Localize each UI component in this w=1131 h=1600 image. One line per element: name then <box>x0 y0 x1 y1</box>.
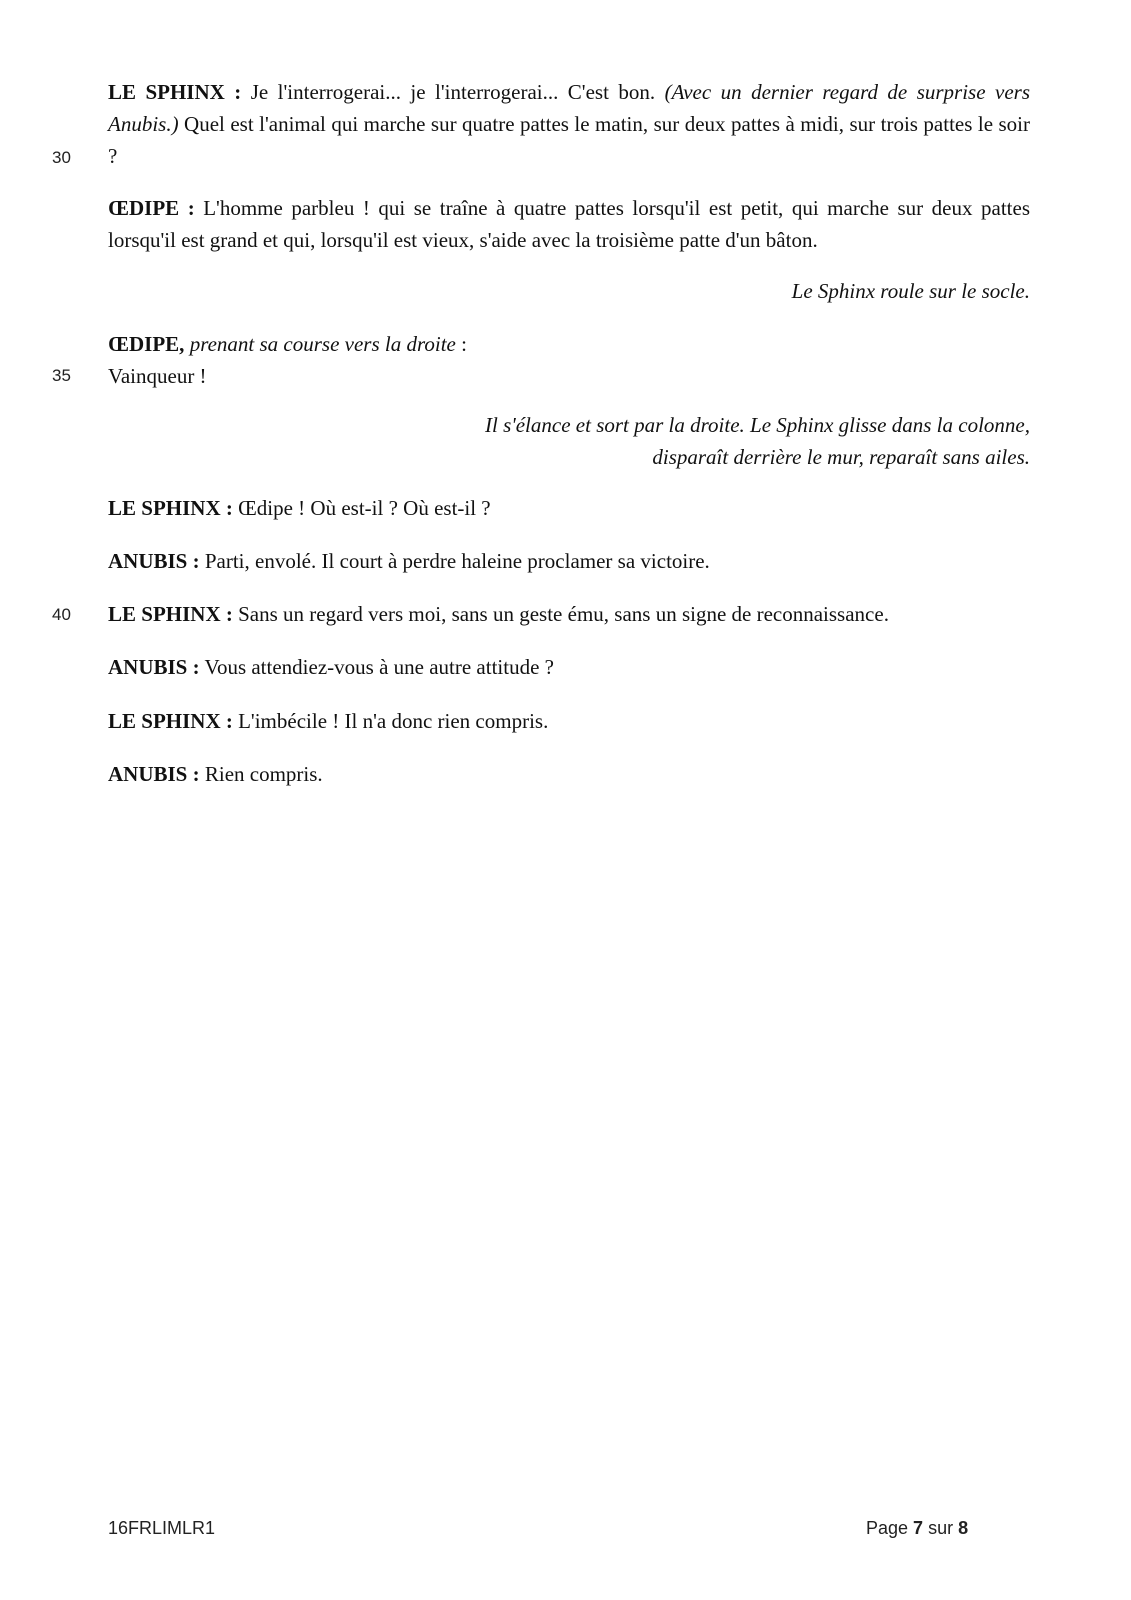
speaker-name: ŒDIPE : <box>108 196 195 220</box>
dialogue-anubis-attitude <box>108 651 1030 683</box>
dialogue-text: Sans un regard vers moi, sans un geste ému, sans un signe de reconnaissance. <box>232 602 889 626</box>
line-number-35: 35 <box>52 366 71 385</box>
dialogue-text: L'imbécile ! Il n'a donc rien compris. <box>232 709 549 733</box>
line-number-30: 30 <box>52 148 71 167</box>
colon: : <box>455 332 467 356</box>
dialogue-text: Quel est l'animal qui marche sur quatre pattes le matin, sur deux pattes à midi, sur trois pattes le soir ? <box>108 112 1030 168</box>
speaker-name: ANUBIS : <box>108 549 200 573</box>
stage-direction-sphinx-rolls: Le Sphinx roule sur le socle. <box>791 279 1030 303</box>
speaker-name: LE SPHINX : <box>108 709 233 733</box>
dialogue-sphinx-imbecile <box>108 705 1030 737</box>
speaker-name: ANUBIS : <box>108 762 200 786</box>
dialogue-text: Œdipe ! Où est-il ? Où est-il ? <box>232 496 491 520</box>
stage-direction: (Avec un dernier regard de surprise vers Anubis.) <box>108 80 1030 136</box>
page-separator: sur <box>923 1518 959 1538</box>
speaker-name: ANUBIS : <box>108 655 200 679</box>
page-label: Page <box>866 1518 914 1538</box>
speaker-name: ŒDIPE, <box>108 332 185 356</box>
dialogue-anubis-gone <box>108 545 1030 577</box>
total-pages: 8 <box>958 1518 969 1538</box>
stage-direction-line: disparaît derrière le mur, reparaît sans ailes. <box>652 445 1030 469</box>
document-code: 16FRLIMLR1 <box>108 1518 216 1538</box>
dialogue-text: Vainqueur ! <box>108 364 207 388</box>
page-number <box>866 1512 968 1544</box>
dialogue-sphinx-where <box>108 492 1030 524</box>
dialogue-text: Parti, envolé. Il court à perdre haleine proclamer sa victoire. <box>199 549 710 573</box>
dialogue-oedipe-answer <box>108 192 1030 256</box>
stage-direction-line: Il s'élance et sort par la droite. Le Sphinx glisse dans la colonne, <box>485 413 1030 437</box>
dialogue-oedipe-victory <box>108 328 1030 392</box>
dialogue-sphinx-riddle <box>108 76 1030 172</box>
dialogue-sphinx-no-look <box>108 598 1030 630</box>
speaker-name: LE SPHINX : <box>108 80 242 104</box>
stage-direction-oedipe-exits <box>108 409 1030 473</box>
dialogue-text: L'homme parbleu ! qui se traîne à quatre pattes lorsqu'il est petit, qui marche sur deux pattes lorsqu'il est grand et qui, lorsqu'il est vieux, s'aide avec la troisième patte d'un bâton. <box>108 196 1031 252</box>
stage-direction: prenant sa course vers la droite <box>184 332 456 356</box>
dialogue-anubis-nothing <box>108 758 1030 790</box>
line-number-40: 40 <box>52 605 71 624</box>
dialogue-text: Vous attendiez-vous à une autre attitude ? <box>199 655 554 679</box>
speaker-name: LE SPHINX : <box>108 496 233 520</box>
dialogue-text: Rien compris. <box>199 762 323 786</box>
speaker-name: LE SPHINX : <box>108 602 233 626</box>
dialogue-text: Je l'interrogerai... je l'interrogerai... C'est bon. <box>241 80 665 104</box>
current-page: 7 <box>913 1518 924 1538</box>
